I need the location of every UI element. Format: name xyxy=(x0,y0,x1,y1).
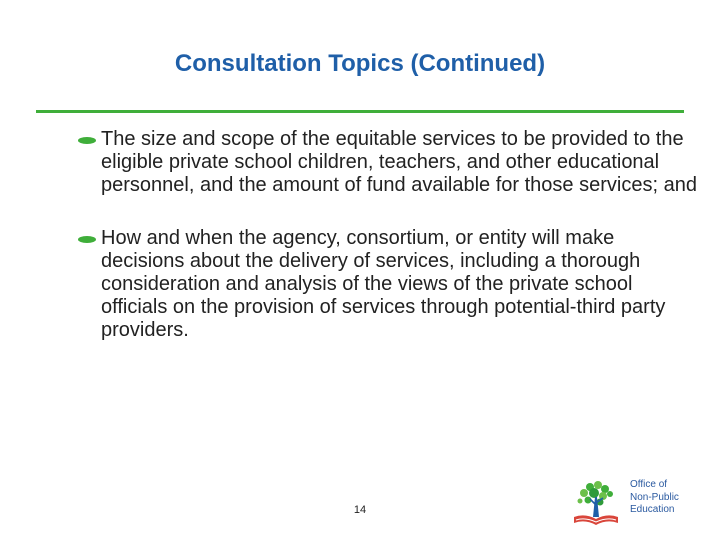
slide-title: Consultation Topics (Continued) xyxy=(174,50,546,77)
logo-line: Office of xyxy=(630,479,668,490)
logo-wordmark xyxy=(630,479,679,517)
list-item xyxy=(78,227,698,342)
title-divider xyxy=(36,110,684,113)
bullet-text: How and when the agency, consortium, or entity will make decisions about the delivery of services, including a thorough consideration and analysis of the views of the private school officials on the provision of services through potential-third party providers. xyxy=(101,227,666,341)
page-number: 14 xyxy=(353,504,367,516)
bullet-icon xyxy=(78,236,96,243)
tree-book-icon xyxy=(570,477,622,529)
bullet-list xyxy=(78,128,698,372)
bullet-text: The size and scope of the equitable services to be provided to the eligible private school children, teachers, and other educational personnel, and the amount of fund available for those services; and xyxy=(101,128,697,196)
office-logo xyxy=(570,477,690,529)
logo-line: Non-Public xyxy=(630,491,679,503)
bullet-icon xyxy=(78,137,96,144)
logo-line: Education xyxy=(630,504,675,515)
list-item xyxy=(78,128,698,197)
